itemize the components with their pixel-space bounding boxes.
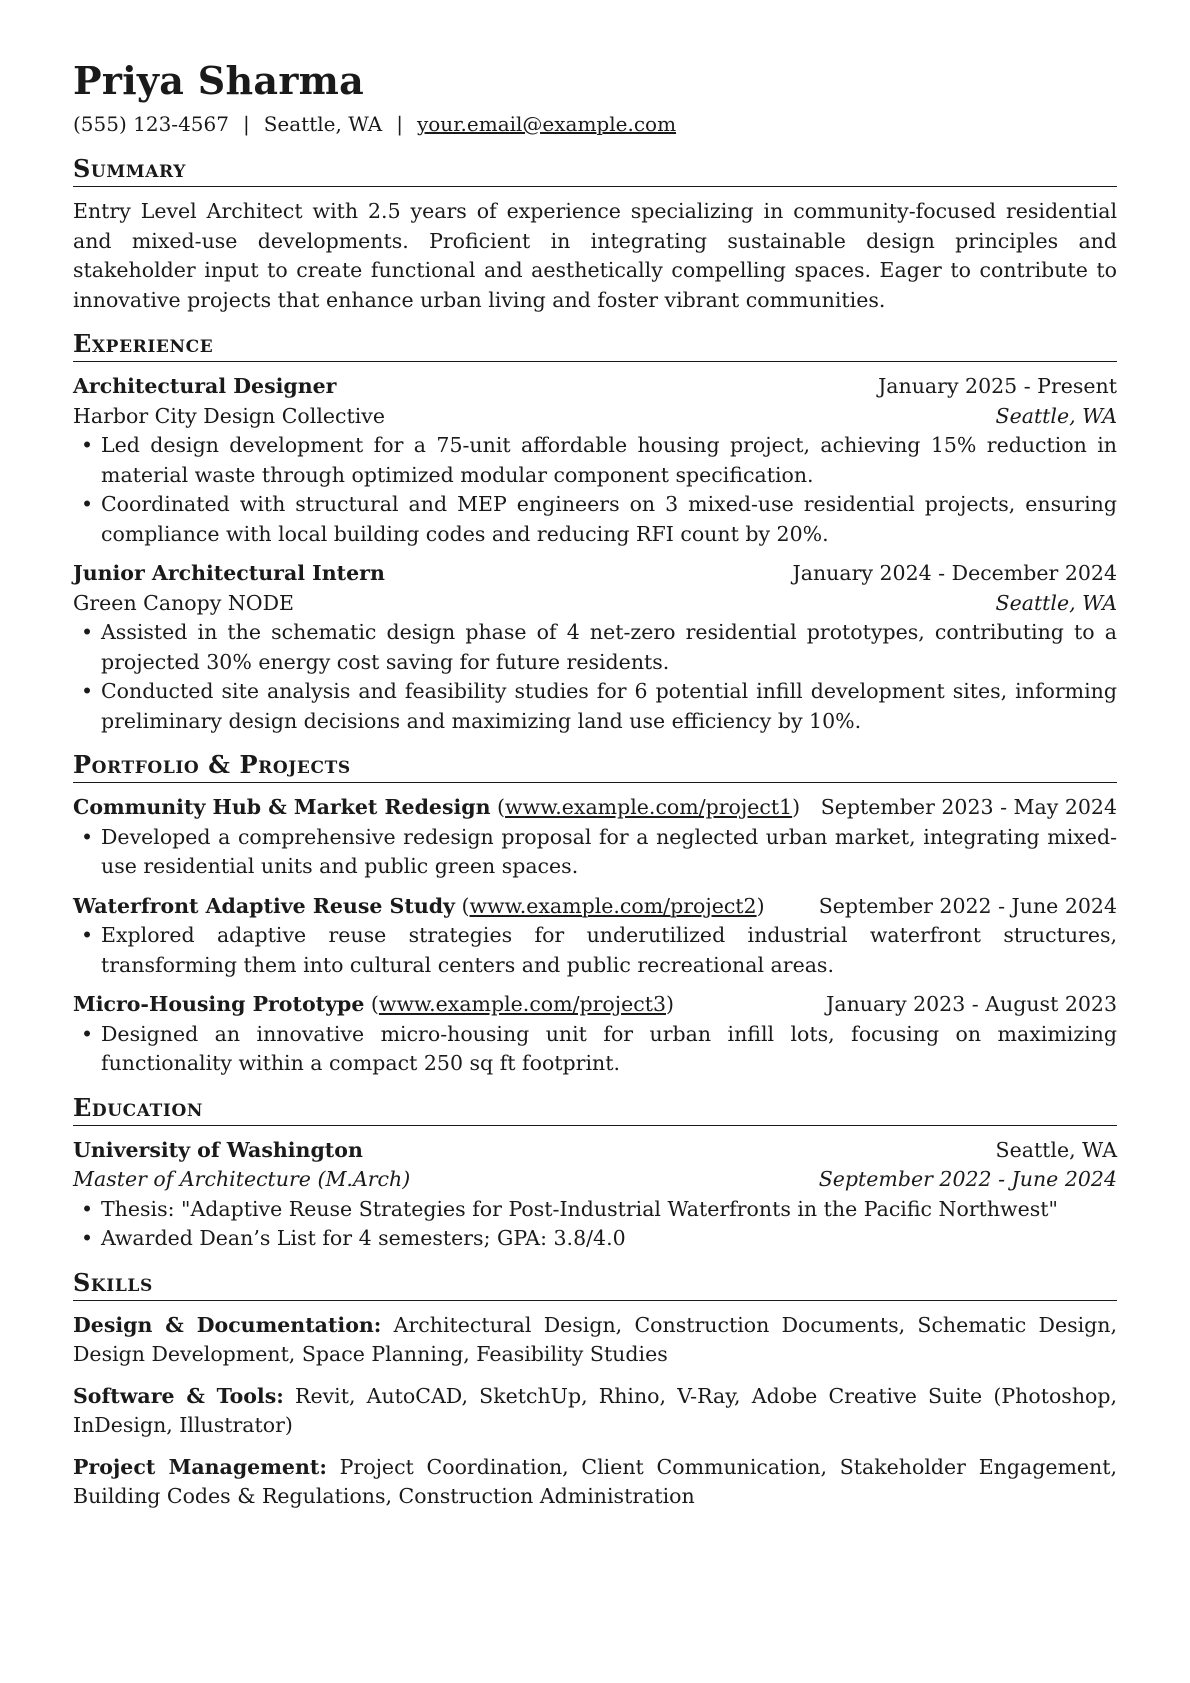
phone-number: (555) 123-4567: [73, 112, 229, 136]
bullet-list: [73, 921, 1117, 980]
section-title-education: Education: [73, 1093, 1117, 1126]
project-dates: September 2023 - May 2024: [820, 795, 1117, 819]
email-link[interactable]: your.email@example.com: [416, 112, 677, 136]
bullet-item: • Developed a comprehensive redesign proposal for a neglected urban market, integrating mixed-use residential units and public green spaces.: [73, 823, 1117, 882]
bullet-list: [73, 618, 1117, 736]
skill-label: Software & Tools:: [73, 1383, 284, 1408]
skill-line: [73, 1453, 1117, 1512]
job-location: Seattle, WA: [995, 403, 1117, 428]
experience-entry: [73, 372, 1117, 549]
experience-section: [73, 329, 1117, 736]
bullet-list: [73, 823, 1117, 882]
company-name: Harbor City Design Collective: [73, 403, 386, 428]
projects-section: [73, 750, 1117, 1079]
section-title-skills: Skills: [73, 1268, 1117, 1301]
project-dates: September 2022 - June 2024: [818, 893, 1117, 918]
contact-line: [73, 110, 1117, 138]
project-entry: [73, 990, 1117, 1079]
paren-close: ): [666, 992, 674, 1016]
section-title-experience: Experience: [73, 329, 1117, 362]
bullet-item: • Designed an innovative micro-housing unit for urban infill lots, focusing on maximizing functionality within a compact 250 sq ft footprint.: [73, 1020, 1117, 1079]
skill-line: [73, 1382, 1117, 1441]
job-dates: January 2025 - Present: [878, 374, 1117, 398]
skill-value: Architectural Design, Construction Documents, Schematic Design, Design Development, Space Planning, Feasibility Studies: [73, 1312, 1117, 1366]
bullet-item: • Thesis: "Adaptive Reuse Strategies for Post-Industrial Waterfronts in the Pacific Northwest": [73, 1195, 1117, 1225]
bullet-item: • Conducted site analysis and feasibility studies for 6 potential infill development sites, informing preliminary design decisions and maximizing land use efficiency by 10%.: [73, 677, 1117, 736]
bullet-list: [73, 431, 1117, 549]
candidate-name: Priya Sharma: [73, 58, 365, 103]
project-entry: [73, 793, 1117, 882]
project-name: Community Hub & Market Redesign: [73, 795, 491, 819]
job-title: Junior Architectural Intern: [73, 561, 385, 585]
project-dates: January 2023 - August 2023: [826, 992, 1117, 1016]
degree-name: Master of Architecture (M.Arch): [73, 1167, 411, 1191]
paren-close: ): [756, 893, 765, 918]
summary-section: [73, 154, 1117, 315]
bullet-item: • Coordinated with structural and MEP engineers on 3 mixed-use residential projects, ensuring compliance with local building codes and reducing RFI count by 20%.: [73, 490, 1117, 549]
project-name: Micro-Housing Prototype: [73, 992, 365, 1016]
project-name: Waterfront Adaptive Reuse Study: [73, 893, 455, 918]
bullet-list: [73, 1195, 1117, 1254]
project-entry: [73, 892, 1117, 981]
skill-value: Revit, AutoCAD, SketchUp, Rhino, V-Ray, Adobe Creative Suite (Photoshop, InDesign, Illustrator): [73, 1383, 1117, 1437]
summary-text: Entry Level Architect with 2.5 years of experience specializing in community-focused residential and mixed-use developments. Proficient in integrating sustainable design principles and stakeholder input to create functional and aesthetically compelling spaces. Eager to contribute to innovative projects that enhance urban living and foster vibrant communities.: [73, 199, 1117, 312]
paren-open: (: [454, 893, 470, 918]
skill-line: [73, 1311, 1117, 1370]
contact-location: Seattle, WA: [263, 112, 383, 136]
project-link[interactable]: www.example.com/project2: [469, 893, 757, 918]
project-link[interactable]: www.example.com/project3: [378, 992, 666, 1016]
skill-value: Project Coordination, Client Communication, Stakeholder Engagement, Building Codes & Regulations, Construction Administration: [73, 1454, 1117, 1508]
contact-separator: |: [242, 112, 250, 136]
school-location: Seattle, WA: [995, 1137, 1117, 1162]
education-entry: [73, 1136, 1117, 1254]
paren-open: (: [364, 992, 379, 1016]
contact-separator: |: [396, 112, 403, 136]
education-section: [73, 1093, 1117, 1254]
bullet-item: • Explored adaptive reuse strategies for underutilized industrial waterfront structures, transforming them into cultural centers and public recreational areas.: [73, 921, 1117, 980]
school-name: University of Washington: [73, 1137, 363, 1162]
bullet-item: • Awarded Dean’s List for 4 semesters; GPA: 3.8/4.0: [73, 1224, 1117, 1254]
section-title-summary: Summary: [73, 154, 1117, 187]
job-location: Seattle, WA: [995, 590, 1117, 615]
paren-open: (: [490, 795, 506, 819]
skills-section: [73, 1268, 1117, 1512]
experience-entry: [73, 559, 1117, 736]
job-title: Architectural Designer: [73, 374, 337, 398]
job-dates: January 2024 - December 2024: [792, 561, 1117, 585]
section-title-projects: Portfolio & Projects: [73, 750, 1117, 783]
education-dates: September 2022 - June 2024: [818, 1167, 1117, 1191]
paren-close: ): [792, 795, 801, 819]
company-name: Green Canopy NODE: [73, 590, 294, 615]
project-link[interactable]: www.example.com/project1: [505, 795, 793, 819]
skill-label: Design & Documentation:: [73, 1312, 382, 1337]
bullet-list: [73, 1020, 1117, 1079]
skill-label: Project Management:: [73, 1454, 327, 1479]
bullet-item: • Led design development for a 75-unit affordable housing project, achieving 15% reduction in material waste through optimized modular component specification.: [73, 431, 1117, 490]
bullet-item: • Assisted in the schematic design phase of 4 net-zero residential prototypes, contributing to a projected 30% energy cost saving for future residents.: [73, 618, 1117, 677]
